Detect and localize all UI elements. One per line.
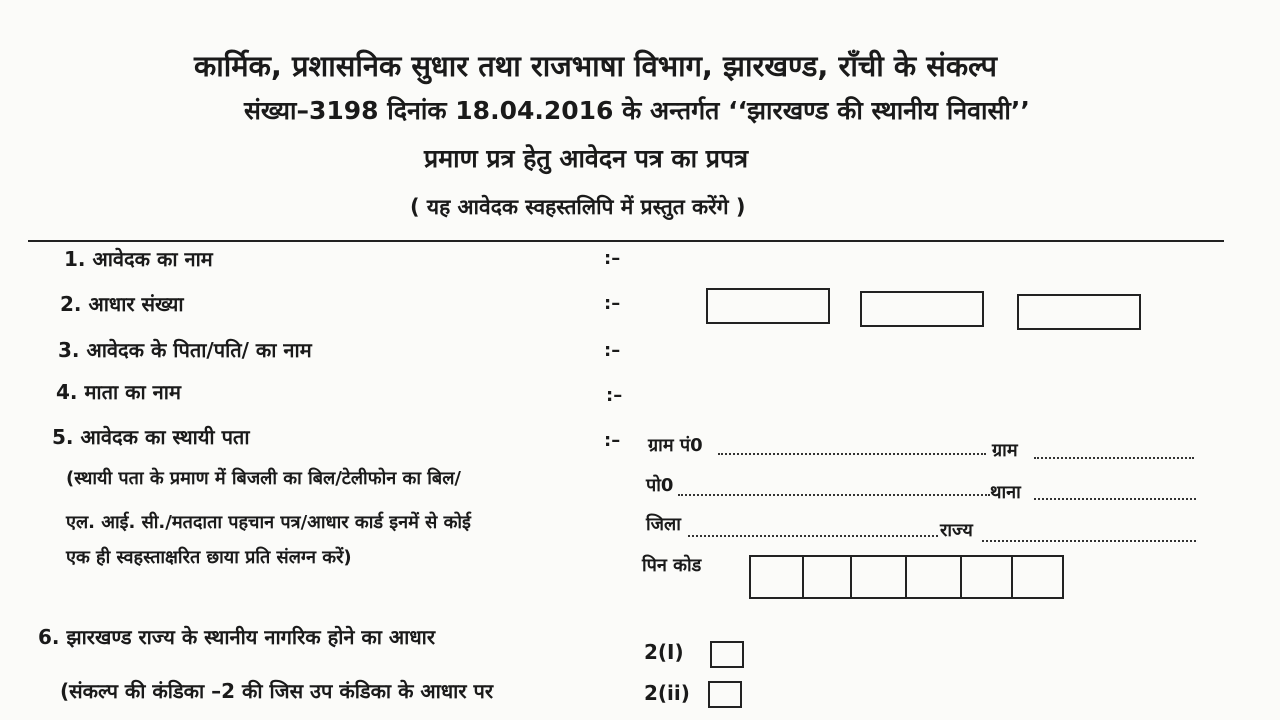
pincode-label: पिन कोड — [642, 555, 702, 576]
header-line-1: कार्मिक, प्रशासनिक सुधार तथा राजभाषा विभाग, झारखण्ड, राँची के संकल्प — [194, 49, 998, 83]
option-2-i-label: 2(I) — [644, 640, 684, 664]
gram-panchayat-line[interactable] — [718, 453, 986, 455]
thana-line[interactable] — [1034, 498, 1196, 500]
header-divider — [28, 240, 1224, 242]
thana-label: थाना — [990, 482, 1021, 503]
field-4-label: 4. माता का नाम — [56, 380, 181, 404]
pincode-digit-4[interactable] — [905, 555, 962, 599]
gram-label: ग्राम — [992, 440, 1018, 461]
pincode-digit-6[interactable] — [1011, 555, 1064, 599]
pincode-digit-5[interactable] — [960, 555, 1013, 599]
header-line-2: संख्या–3198 दिनांक 18.04.2016 के अन्तर्गत ‘‘झारखण्ड की स्थानीय निवासी’’ — [244, 96, 1030, 125]
aadhaar-box-3[interactable] — [1017, 294, 1141, 330]
post-label: पो0 — [646, 475, 674, 496]
aadhaar-box-2[interactable] — [860, 291, 984, 327]
option-2-ii-checkbox[interactable] — [708, 681, 742, 708]
field-5-note-line-3: एक ही स्वहस्ताक्षरित छाया प्रति संलग्न करें) — [66, 547, 352, 568]
form-instruction: ( यह आवेदक स्वहस्तलिपि में प्रस्तुत करेंगे ) — [410, 195, 746, 219]
field-5-separator: :– — [604, 430, 621, 451]
pincode-digit-2[interactable] — [802, 555, 852, 599]
field-3-label: 3. आवेदक के पिता/पति/ का नाम — [58, 338, 312, 362]
field-5-note-line-1: (स्थायी पता के प्रमाण में बिजली का बिल/टेलीफोन का बिल/ — [66, 468, 461, 489]
field-5-label: 5. आवेदक का स्थायी पता — [52, 425, 250, 449]
rajya-label: राज्य — [940, 520, 973, 541]
form-title: प्रमाण प्रत्र हेतु आवेदन पत्र का प्रपत्र — [424, 144, 748, 173]
field-1-separator: :– — [604, 248, 621, 269]
zila-line[interactable] — [688, 535, 938, 537]
option-2-ii-label: 2(ii) — [644, 681, 690, 705]
field-4-separator: :– — [606, 385, 623, 406]
gram-line[interactable] — [1034, 457, 1194, 459]
gram-panchayat-label: ग्राम पं0 — [648, 435, 703, 456]
field-6-note-line-1: (संकल्प की कंडिका –2 की जिस उप कंडिका के आधार पर — [60, 679, 494, 703]
field-3-separator: :– — [604, 340, 621, 361]
field-1-label: 1. आवेदक का नाम — [64, 247, 213, 271]
field-6-label: 6. झारखण्ड राज्य के स्थानीय नागरिक होने का आधार — [38, 625, 436, 649]
field-2-label: 2. आधार संख्या — [60, 292, 184, 316]
pincode-digit-1[interactable] — [749, 555, 804, 599]
field-2-separator: :– — [604, 293, 621, 314]
rajya-line[interactable] — [982, 540, 1196, 542]
field-5-note-line-2: एल. आई. सी./मतदाता पहचान पत्र/आधार कार्ड इनमें से कोई — [66, 512, 471, 533]
post-line[interactable] — [678, 494, 990, 496]
option-2-i-checkbox[interactable] — [710, 641, 744, 668]
pincode-digit-3[interactable] — [850, 555, 907, 599]
zila-label: जिला — [646, 514, 681, 535]
aadhaar-box-1[interactable] — [706, 288, 830, 324]
